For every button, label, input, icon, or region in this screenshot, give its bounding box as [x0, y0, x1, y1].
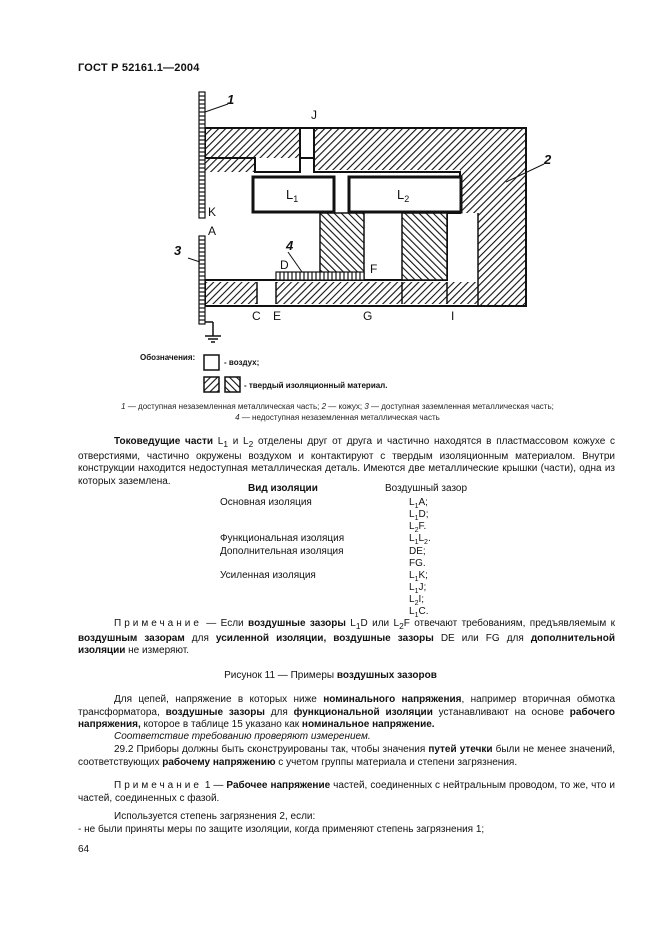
table-cell-gap: $L_1C$. — [409, 606, 429, 619]
label-j: J — [311, 108, 317, 122]
table-header-gap: Воздушный зазор — [385, 483, 468, 494]
label-4: 4 — [286, 238, 294, 253]
label-a: A — [208, 224, 217, 238]
figure-legend-caption: 1 — доступная незаземленная металлическая часть; 2 — кожух; 3 — доступная заземленная металлическая часть; 4 — недоступная незаземленная металлическая часть — [121, 402, 554, 422]
label-k: K — [208, 205, 217, 219]
legend-solid-label: - твердый изоляционный материал. — [244, 381, 388, 390]
legend-title: Обозначения: — [140, 353, 196, 362]
table-row-type: Функциональная изоляция — [220, 533, 345, 544]
figure-title: Рисунок 11 — Примеры воздушных зазоров — [224, 670, 437, 681]
table-header-type: Вид изоляции — [248, 483, 318, 494]
insulation-block-right — [402, 213, 447, 280]
housing — [205, 128, 526, 306]
legend — [140, 353, 387, 392]
label-2: 2 — [544, 152, 552, 167]
table-row-type: Дополнительная изоляция — [220, 546, 344, 557]
label-1: 1 — [227, 92, 235, 107]
figure-11-diagram — [0, 0, 661, 400]
paragraph-29-2: 29.2 Приборы должны быть сконструированы так, чтобы значения путей утечки были не менее значений, соответствующих рабочему напряжению с учетом группы материала и степени загрязнения. — [78, 744, 616, 768]
label-g: G — [363, 309, 373, 323]
table-row-type: Усиленная изоляция — [220, 570, 316, 581]
label-l2: $L_2$ — [397, 187, 410, 204]
accessible-ungrounded-metal-part — [199, 92, 205, 218]
label-e: E — [273, 309, 282, 323]
note-air-gaps: Примечание — Если воздушные зазоры $L_1D$ или $L_2F$ отвечают требованиям, предъявляемым к воздушным зазорам для усиленной изоляции, воздушные зазоры DE или FG для дополнительной изоляции не измеряют. — [78, 618, 615, 656]
label-c: C — [252, 309, 261, 323]
inaccessible-metal-part — [276, 272, 364, 280]
label-l1: $L_1$ — [286, 187, 299, 204]
legend-air-label: - воздух; — [224, 358, 260, 367]
table-cell-gap: $L_2F$. — [409, 521, 427, 534]
insulation-block-left — [320, 213, 364, 280]
label-d: D — [280, 258, 289, 272]
paragraph-pollution-degree: Используется степень загрязнения 2, если: — [114, 811, 316, 822]
table-row-type: Основная изоляция — [220, 497, 312, 508]
table-cell-gap: FG. — [409, 558, 426, 569]
page-header: ГОСТ Р 52161.1—2004 — [78, 62, 200, 74]
paragraph-live-parts: Токоведущие части $L_1$ и $L_2$ отделены друг от друга и частично находятся в пластмассовом кожухе с отверстиями, частично окружены воздухом и контактируют с твердым изоляционным материалом. Внутри конструкции находится недоступная металлическая деталь. Имеются две металлические крышки (части), одна из которых заземлена. — [78, 436, 615, 487]
table-cell-gap: $L_1D$; — [409, 509, 429, 522]
table-cell-gap: $L_1J$; — [409, 582, 427, 595]
table-cell-gap: $L_2I$; — [409, 594, 425, 607]
ground-icon — [205, 322, 221, 342]
label-i: I — [451, 309, 455, 323]
table-cell-gap: $L_1L_2$. — [409, 533, 431, 546]
label-f: F — [370, 262, 378, 276]
table-cell-gap: DE; — [409, 546, 426, 557]
legend-hatch-swatch-1 — [204, 377, 219, 392]
table-cell-gap: $L_1K$; — [409, 570, 428, 583]
legend-air-swatch — [204, 355, 219, 370]
note-working-voltage: Примечание 1 — Рабочее напряжение частей, соединенных с нейтральным проводом, то же, что и частей, соединенных с фазой. — [78, 780, 615, 804]
table-cell-gap: $L_1A$; — [409, 497, 428, 510]
compliance-check-text: Соответствие требованию проверяют измерением. — [114, 731, 371, 742]
label-3: 3 — [174, 243, 182, 258]
legend-hatch-swatch-2 — [225, 377, 240, 392]
list-item: - не были приняты меры по защите изоляции, когда применяют степень загрязнения 1; — [78, 824, 485, 835]
page-number: 64 — [78, 844, 90, 855]
accessible-grounded-metal-part — [199, 236, 205, 324]
paragraph-circuits: Для цепей, напряжение в которых ниже номинального напряжения, например вторичная обмотка трансформатора, воздушные зазоры для функциональной изоляции устанавливают на основе рабочего напряжения, которое в таблице 15 указано как номинальное напряжение. — [78, 694, 616, 730]
